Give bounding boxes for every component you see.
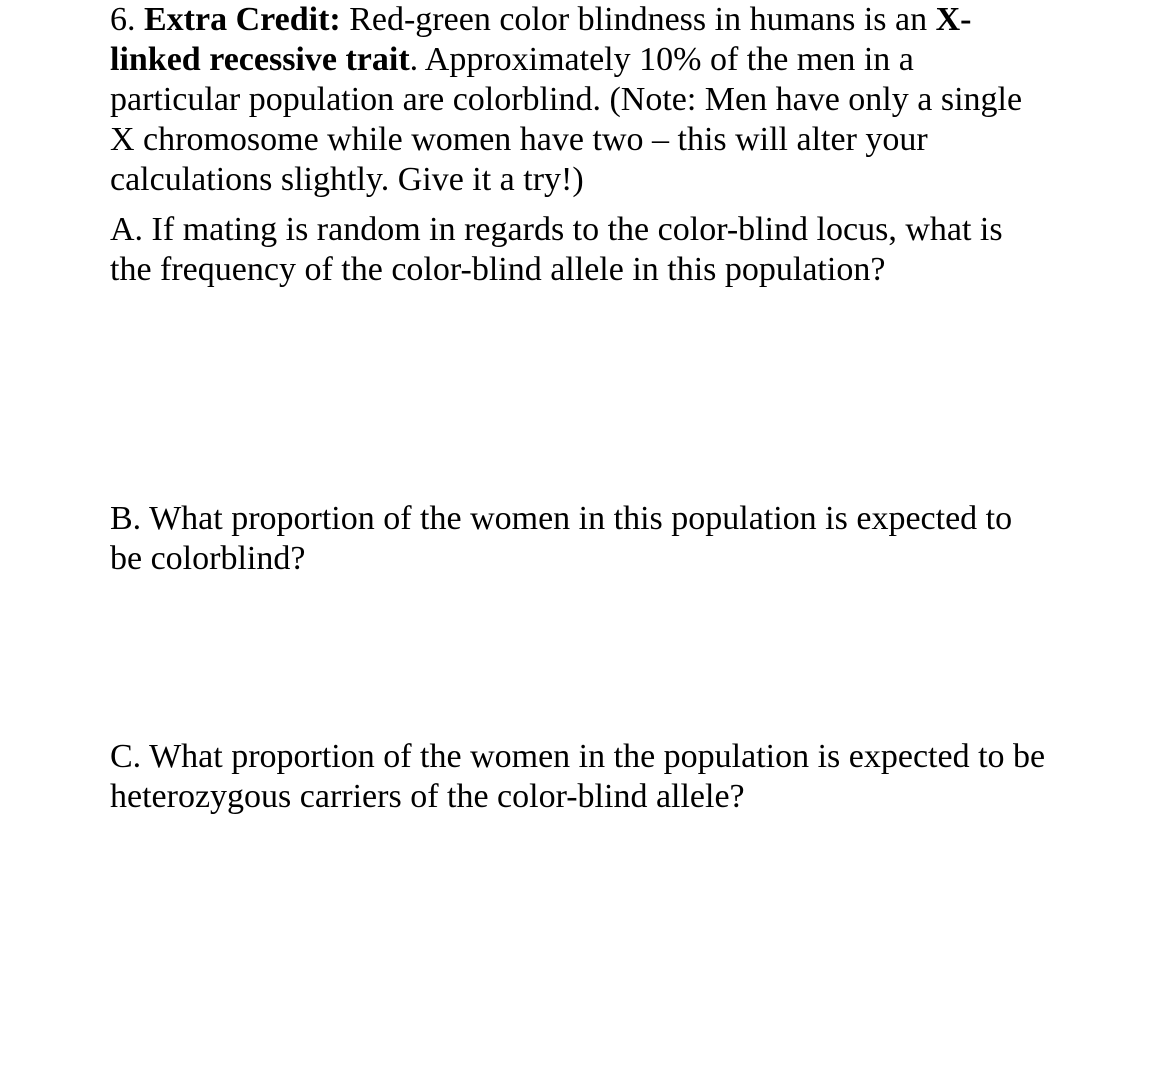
part-a-line-2: the frequency of the color-blind allele in this population? [110,251,886,288]
extra-credit-label: Extra Credit: [144,1,341,38]
part-a-line-1: A. If mating is random in regards to the color-blind locus, what is [110,211,1003,248]
trait-bold-part2: linked recessive trait [110,41,410,78]
part-c-line-1: C. What proportion of the women in the population is expected to be [110,738,1046,775]
intro-rest: . Approximately 10% of the men in a [409,41,914,78]
part-b-line-1: B. What proportion of the women in this population is expected to [110,500,1013,537]
question-6-line-3: particular population are colorblind. (Note: Men have only a single [110,81,1023,118]
question-number: 6. [110,1,136,38]
question-6-line-5: calculations slightly. Give it a try!) [110,161,584,198]
part-c-line-2: heterozygous carriers of the color-blind allele? [110,778,745,815]
trait-bold-part1: X- [935,1,972,38]
question-6-line-4: X chromosome while women have two – this will alter your [110,121,928,158]
question-6-line-1 [110,0,972,40]
question-6-line-2 [110,40,914,80]
part-b-line-2: be colorblind? [110,540,306,577]
intro-lead: Red-green color blindness in humans is an [349,1,928,38]
